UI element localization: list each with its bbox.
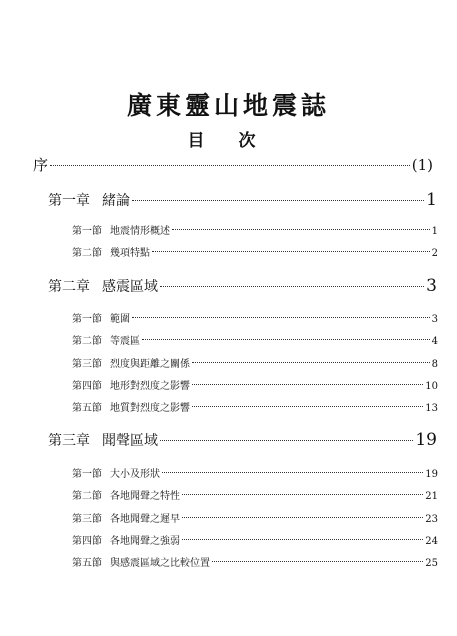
chapter-number: 第一章 [48,193,90,209]
dot-leader [162,472,423,473]
chapter-number: 第三章 [48,433,90,449]
toc-entry-section[interactable] [72,510,438,525]
toc-entry-section[interactable] [72,465,438,480]
toc-entry-section[interactable] [72,377,438,392]
section-number: 第一節 [72,226,102,237]
book-title: 廣東靈山地震誌 [126,91,330,120]
toc-entry-chapter[interactable] [48,190,437,210]
chapter-number: 第二章 [48,279,90,295]
section-title: 各地聞聲之特性 [110,491,180,502]
section-title: 地震情形概述 [110,226,170,237]
toc-entry-section[interactable] [72,332,438,347]
toc-heading: 目 次 [187,131,270,151]
section-title: 範圍 [110,314,130,325]
chapter-page: 1 [426,190,437,210]
section-number: 第一節 [72,314,102,325]
section-page: 13 [425,403,438,414]
chapter-title: 感震區域 [102,279,158,295]
dot-leader [152,251,430,252]
dot-leader [50,165,410,166]
section-number: 第四節 [72,381,102,392]
section-title: 各地聞聲之強弱 [110,536,180,547]
section-title: 等震區 [110,336,140,347]
toc-entry-section[interactable] [72,399,438,414]
toc-entry-section[interactable] [72,310,438,325]
section-page: 10 [425,381,438,392]
section-number: 第三節 [72,359,102,370]
chapter-page: 19 [415,430,437,450]
section-title: 地質對烈度之影響 [110,403,190,414]
section-page: 3 [431,314,438,325]
toc-entry-section[interactable] [72,554,438,569]
toc-entry-section[interactable] [72,355,438,370]
dot-leader [160,286,424,287]
section-title: 與感震區域之比較位置 [110,558,210,569]
section-page: 8 [431,359,438,370]
section-page: 21 [425,491,438,502]
section-page: 4 [431,336,438,347]
toc-entry-section[interactable] [72,487,438,502]
toc-entry-chapter[interactable] [48,276,437,296]
dot-leader [192,362,430,363]
section-page: 24 [425,536,438,547]
dot-leader [182,494,423,495]
dot-leader [182,517,423,518]
dot-leader [142,339,430,340]
section-page: 23 [425,514,438,525]
dot-leader [212,561,423,562]
section-title: 地形對烈度之影響 [110,381,190,392]
toc-entry-section[interactable] [72,532,438,547]
section-number: 第五節 [72,403,102,414]
section-number: 第一節 [72,469,102,480]
chapter-title: 聞聲區域 [102,433,158,449]
dot-leader [172,229,430,230]
section-title: 各地聞聲之遲早 [110,514,180,525]
section-page: 25 [425,558,438,569]
toc-entry-section[interactable] [72,244,438,259]
section-number: 第四節 [72,536,102,547]
dot-leader [192,384,423,385]
section-number: 第二節 [72,248,102,259]
section-page: 1 [431,226,438,237]
section-number: 第五節 [72,558,102,569]
section-page: 19 [425,469,438,480]
dot-leader [132,317,430,318]
dot-leader [132,200,424,201]
section-title: 幾項特點 [110,248,150,259]
section-title: 烈度與距離之關係 [110,359,190,370]
section-title: 大小及形狀 [110,469,160,480]
preface-page: (1) [411,156,433,174]
section-number: 第二節 [72,491,102,502]
preface-label: 序 [33,156,49,174]
toc-entry-preface[interactable] [33,154,433,175]
toc-entry-section[interactable] [72,222,438,237]
section-page: 2 [431,248,438,259]
section-number: 第三節 [72,514,102,525]
dot-leader [160,440,413,441]
section-number: 第二節 [72,336,102,347]
chapter-title: 緒論 [102,193,130,209]
toc-entry-chapter[interactable] [48,430,437,450]
dot-leader [182,539,423,540]
dot-leader [192,406,423,407]
chapter-page: 3 [426,276,437,296]
